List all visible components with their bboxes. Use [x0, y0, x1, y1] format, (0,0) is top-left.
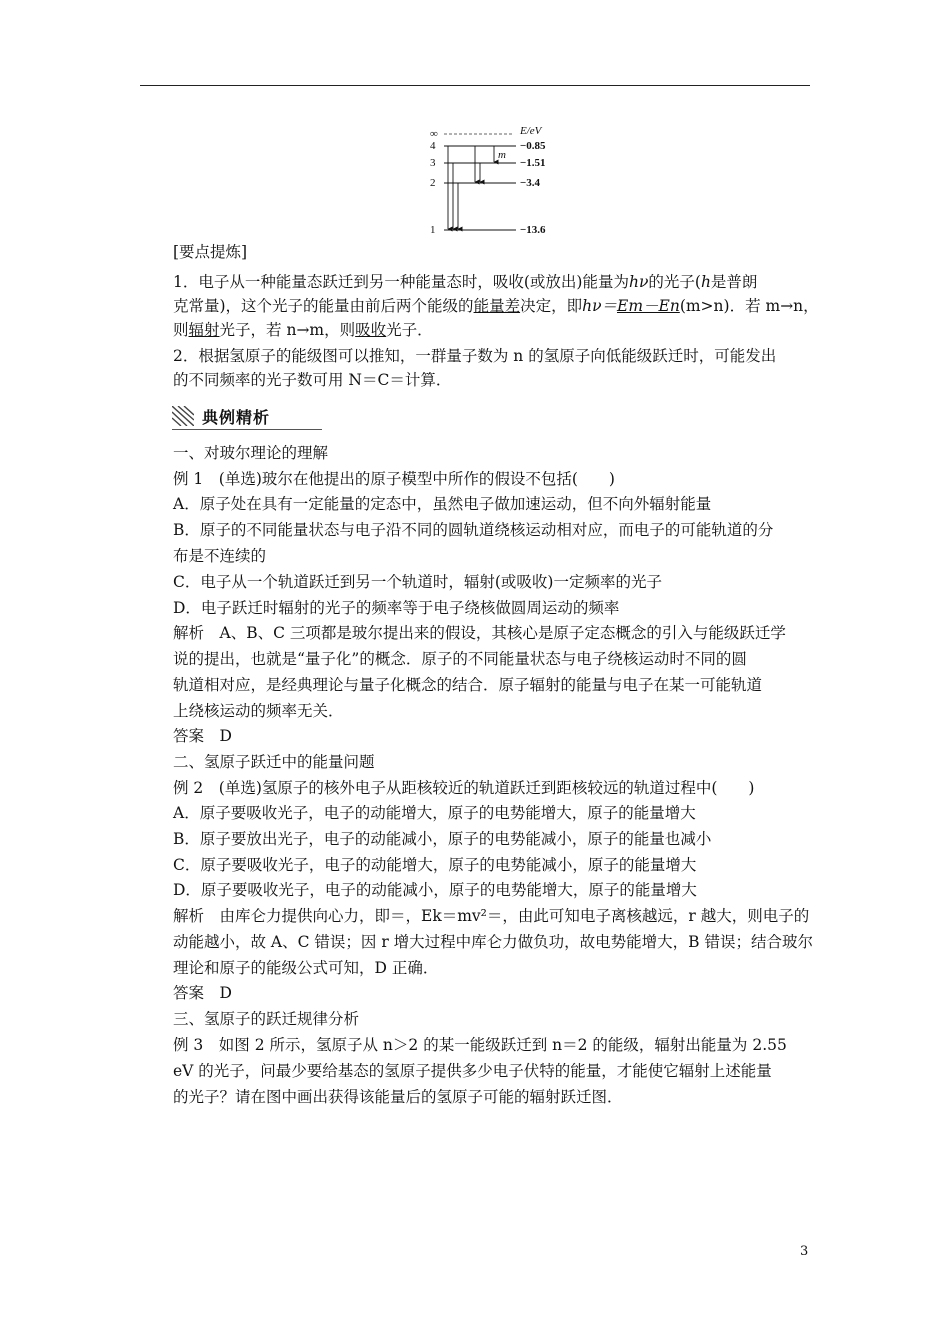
section-title: 典例精析 — [202, 408, 271, 427]
points-heading: [要点提炼] — [173, 243, 248, 261]
hv-symbol: hν — [628, 273, 649, 291]
energy-level-diagram — [420, 120, 580, 240]
body-line: 解析 由库仑力提供向心力，即＝，Ek＝mv²＝，由此可知电子离核越远，r 越大，则电子的 — [173, 907, 810, 925]
p1-line3-a: 则 — [173, 321, 189, 339]
level-label-2: 2 — [430, 177, 436, 189]
body-line: 二、氢原子跃迁中的能量问题 — [173, 753, 375, 771]
p1-line2-c: (m>n)．若 m→n， — [679, 297, 819, 315]
arrow-label-m: m — [498, 149, 506, 161]
body-line: 例 2 (单选)氢原子的核外电子从距核较近的轨道跃迁到距核较远的轨道过程中( ) — [173, 779, 755, 797]
body-line: 上绕核运动的频率无关． — [173, 702, 344, 720]
body-line: 答案 D — [173, 984, 232, 1002]
em-minus-en: Em－En — [617, 297, 680, 315]
section-underline — [172, 429, 322, 430]
p1-line3-c: 光子． — [386, 321, 433, 339]
level-energy-2: −3.4 — [520, 177, 541, 189]
body-line: eV 的光子，问最少要给基态的氢原子提供多少电子伏特的能量，才能使它辐射上述能量 — [173, 1062, 772, 1080]
axis-title: E/eV — [520, 125, 542, 137]
body-line: C．原子要吸收光子，电子的动能增大，原子的电势能减小，原子的能量增大 — [173, 856, 697, 874]
absorb-term: 吸收 — [355, 321, 387, 339]
body-line: A．原子要吸收光子，电子的动能增大，原子的电势能增大，原子的能量增大 — [173, 804, 696, 822]
body-line: 一、对玻尔理论的理解 — [173, 444, 329, 462]
point-1-line-3 — [173, 318, 433, 342]
planck-h: h — [700, 273, 711, 291]
header-rule — [140, 85, 810, 86]
body-line: B．原子的不同能量状态与电子沿不同的圆轨道绕核运动相对应，而电子的可能轨道的分 — [173, 521, 774, 539]
body-line: 答案 D — [173, 727, 232, 745]
p1-line3-b: 光子，若 n→m，则 — [219, 321, 356, 339]
level-label-1: 1 — [430, 224, 436, 236]
body-line: B．原子要放出光子，电子的动能减小，原子的电势能减小，原子的能量也减小 — [173, 830, 712, 848]
point-1-line-2 — [173, 294, 819, 318]
p1-text-c: 是普朗 — [710, 273, 758, 291]
energy-difference-term: 能量差 — [473, 297, 521, 315]
point-1-line-1 — [173, 270, 757, 294]
level-energy-4: −0.85 — [520, 140, 546, 152]
level-energy-3: −1.51 — [520, 157, 546, 169]
body-line: A．原子处在具有一定能量的定态中，虽然电子做加速运动，但不向外辐射能量 — [173, 495, 712, 513]
p1-text-b: 的光子( — [648, 273, 701, 291]
point-2-line-2: 的不同频率的光子数可用 N＝C＝计算． — [173, 371, 452, 389]
body-line: 三、氢原子的跃迁规律分析 — [173, 1010, 360, 1028]
hatch-icon — [172, 406, 194, 426]
body-line: D．原子要吸收光子，电子的动能减小，原子的电势能增大，原子的能量增大 — [173, 881, 697, 899]
body-line: C．电子从一个轨道跃迁到另一个轨道时，辐射(或吸收)一定频率的光子 — [173, 573, 662, 591]
body-line: D．电子跃迁时辐射的光子的频率等于电子绕核做圆周运动的频率 — [173, 599, 620, 617]
body-line: 轨道相对应，是经典理论与量子化概念的结合．原子辐射的能量与电子在某一可能轨道 — [173, 676, 763, 694]
body-line: 例 1 (单选)玻尔在他提出的原子模型中所作的假设不包括( ) — [173, 470, 615, 488]
emit-term: 辐射 — [188, 321, 220, 339]
body-line: 布是不连续的 — [173, 547, 267, 565]
body-line: 解析 A、B、C 三项都是玻尔提出来的假设，其核心是原子定态概念的引入与能级跃迁学 — [173, 624, 786, 642]
p1-line2-b: 决定，即 — [520, 297, 583, 315]
level-energy-1: −13.6 — [520, 224, 546, 236]
body-line: 说的提出，也就是“量子化”的概念．原子的不同能量状态与电子绕核运动时不同的圆 — [173, 650, 747, 668]
body-line: 的光子？请在图中画出获得该能量后的氢原子可能的辐射跃迁图． — [173, 1088, 623, 1106]
body-line: 例 3 如图 2 所示，氢原子从 n＞2 的某一能级跃迁到 n＝2 的能级，辐射出能量为 2.55 — [173, 1036, 787, 1054]
level-label-3: 3 — [430, 157, 436, 169]
hv-equals: hν＝ — [582, 297, 617, 315]
body-line: 理论和原子的能级公式可知，D 正确． — [173, 959, 439, 977]
page-number: 3 — [800, 1244, 809, 1259]
level-label-4: 4 — [430, 140, 436, 152]
p1-line2-a: 克常量)，这个光子的能量由前后两个能级的 — [173, 297, 474, 315]
section-heading — [172, 403, 322, 431]
body-line: 动能越小，故 A、C 错误；因 r 增大过程中库仑力做负功，故电势能增大，B 错误；结合玻尔 — [173, 933, 813, 951]
level-label-inf: ∞ — [430, 128, 438, 140]
point-2-line-1: 2．根据氢原子的能级图可以推知，一群量子数为 n 的氢原子向低能级跃迁时，可能发出 — [173, 347, 777, 365]
p1-text-a: 1．电子从一种能量态跃迁到另一种能量态时，吸收(或放出)能量为 — [173, 273, 629, 291]
